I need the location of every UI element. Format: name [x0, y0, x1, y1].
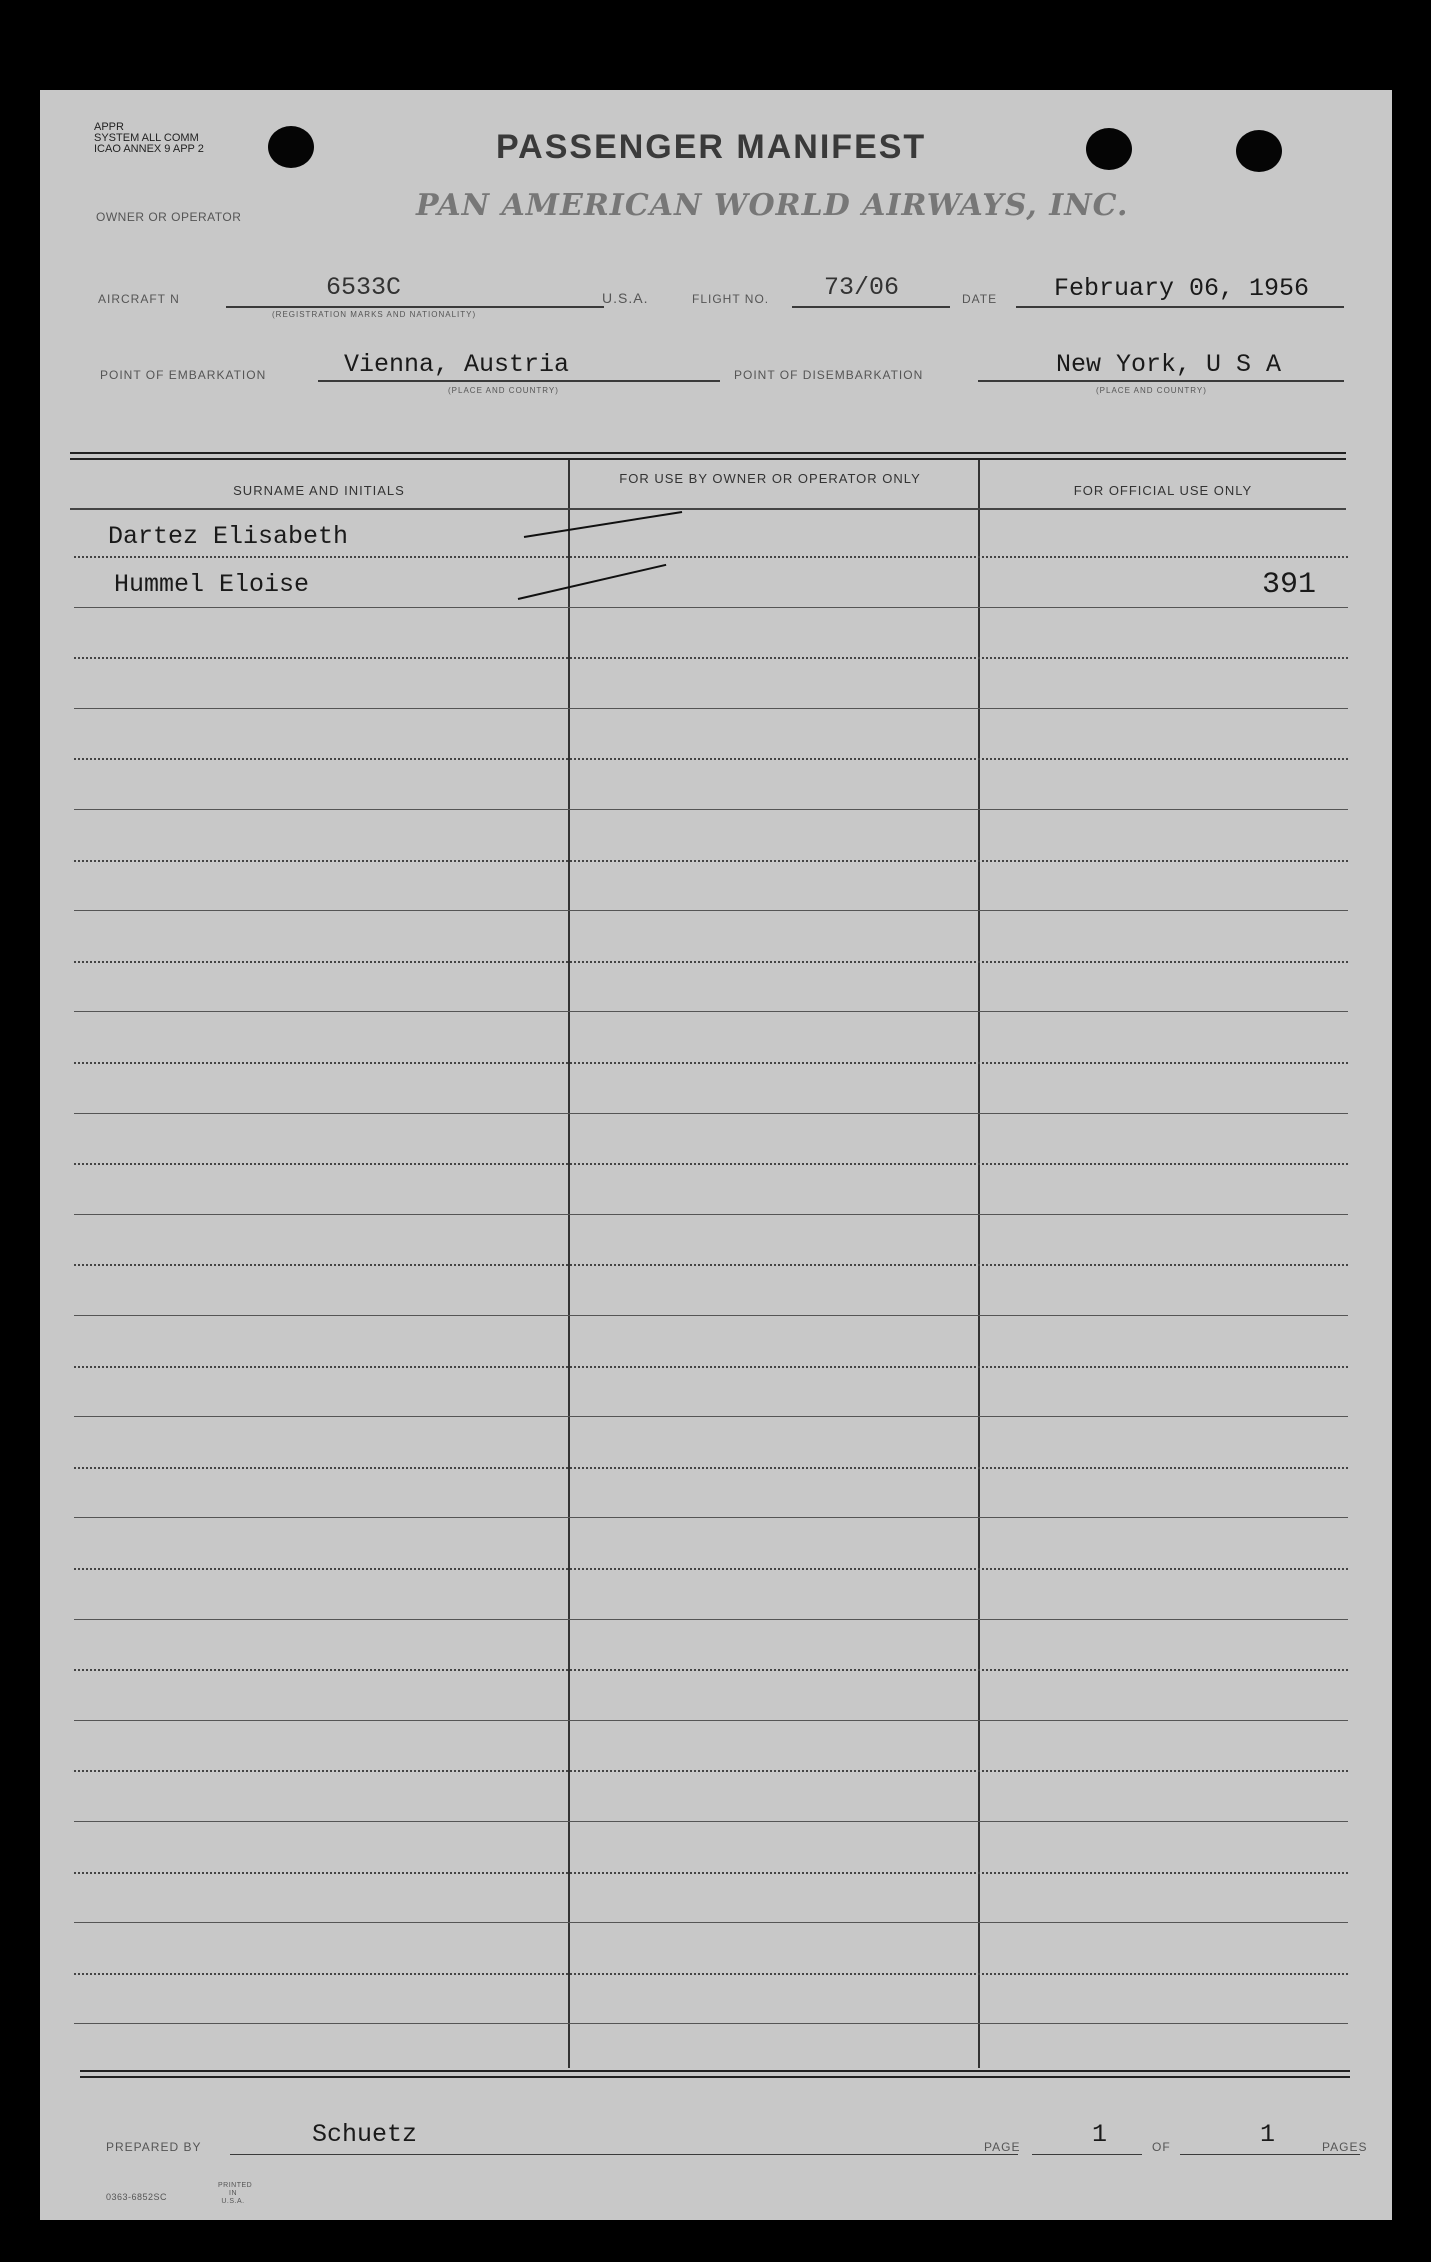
- page-value: 1: [1092, 2120, 1108, 2149]
- row-rule: [74, 1720, 1348, 1721]
- prepared-underline: [230, 2154, 1018, 2155]
- row-rule: [74, 1366, 1348, 1368]
- flight-label: FLIGHT NO.: [692, 292, 770, 306]
- row-rule: [74, 1922, 1348, 1923]
- embark-label: POINT OF EMBARKATION: [100, 368, 267, 382]
- aircraft-caption: (REGISTRATION MARKS AND NATIONALITY): [272, 310, 477, 319]
- row-rule: [74, 1467, 1348, 1469]
- flight-value: 73/06: [824, 273, 900, 302]
- pages-label: PAGES: [1322, 2140, 1368, 2154]
- pen-stroke: [524, 511, 682, 538]
- aircraft-label: AIRCRAFT N: [98, 292, 180, 306]
- row-rule: [74, 809, 1348, 810]
- date-value: February 06, 1956: [1054, 274, 1310, 303]
- row-rule: [74, 1264, 1348, 1266]
- date-label: DATE: [962, 292, 998, 306]
- printer-code: 0363-6852SC: [106, 2192, 168, 2202]
- table-bottom-rule: [80, 2070, 1350, 2072]
- page-label: PAGE: [984, 2140, 1021, 2154]
- page-underline: [1032, 2154, 1142, 2155]
- punch-hole: [1086, 128, 1132, 170]
- row-rule: [74, 1315, 1348, 1316]
- row-rule: [74, 1163, 1348, 1165]
- owner-value: PAN AMERICAN WORLD AIRWAYS, INC.: [416, 188, 1129, 223]
- pages-value: 1: [1260, 2120, 1276, 2149]
- row-rule: [74, 1770, 1348, 1772]
- flight-underline: [792, 306, 950, 308]
- row-rule: [74, 758, 1348, 760]
- row-rule: [74, 1821, 1348, 1822]
- passenger-name: Dartez Elisabeth: [108, 522, 349, 551]
- row-rule: [74, 1619, 1348, 1620]
- prepared-label: PREPARED BY: [106, 2140, 202, 2154]
- disembark-caption: (PLACE AND COUNTRY): [1096, 386, 1207, 395]
- nationality: U.S.A.: [602, 290, 649, 306]
- passenger-name: Hummel Eloise: [114, 570, 310, 599]
- aircraft-underline: [226, 306, 604, 308]
- row-rule: [74, 1011, 1348, 1012]
- row-rule: [74, 1973, 1348, 1975]
- table-top-rule: [70, 452, 1346, 454]
- disembark-underline: [978, 380, 1344, 382]
- of-label: OF: [1152, 2140, 1171, 2154]
- row-rule: [74, 1872, 1348, 1874]
- row-rule: [74, 1062, 1348, 1064]
- row-rule: [74, 910, 1348, 911]
- row-rule: [74, 607, 1348, 608]
- embark-underline: [318, 380, 720, 382]
- table-top-rule: [70, 458, 1346, 460]
- form-code: APPR SYSTEM ALL COMM ICAO ANNEX 9 APP 2: [94, 121, 204, 155]
- official-entry: 391: [1262, 568, 1317, 602]
- punch-hole: [268, 126, 314, 168]
- manifest-page: [40, 90, 1392, 2220]
- row-rule: [74, 708, 1348, 709]
- embark-caption: (PLACE AND COUNTRY): [448, 386, 559, 395]
- row-rule: [74, 657, 1348, 659]
- row-rule: [74, 1517, 1348, 1518]
- column-header-operator: FOR USE BY OWNER OR OPERATOR ONLY: [619, 471, 921, 486]
- row-rule: [74, 2023, 1348, 2024]
- row-rule: [74, 1669, 1348, 1671]
- pen-stroke: [518, 564, 667, 600]
- row-rule: [74, 1416, 1348, 1417]
- header-rule: [70, 508, 1346, 510]
- row-rule: [74, 860, 1348, 862]
- row-rule: [74, 961, 1348, 963]
- printed-mark: PRINTED IN U.S.A.: [218, 2182, 253, 2205]
- row-rule: [74, 1214, 1348, 1215]
- page-title: PASSENGER MANIFEST: [496, 128, 927, 166]
- row-rule: [74, 1568, 1348, 1570]
- column-header-surname: SURNAME AND INITIALS: [233, 483, 405, 498]
- row-rule: [74, 556, 1348, 558]
- punch-hole: [1236, 130, 1282, 172]
- row-rule: [74, 1113, 1348, 1114]
- date-underline: [1016, 306, 1344, 308]
- disembark-label: POINT OF DISEMBARKATION: [734, 368, 924, 382]
- pages-underline: [1180, 2154, 1360, 2155]
- column-header-official: FOR OFFICIAL USE ONLY: [1073, 483, 1253, 498]
- embark-value: Vienna, Austria: [344, 350, 570, 379]
- prepared-value: Schuetz: [312, 2120, 418, 2149]
- owner-label: OWNER OR OPERATOR: [96, 210, 242, 224]
- aircraft-value: 6533C: [326, 273, 402, 302]
- disembark-value: New York, U S A: [1056, 350, 1282, 379]
- table-bottom-rule: [80, 2076, 1350, 2078]
